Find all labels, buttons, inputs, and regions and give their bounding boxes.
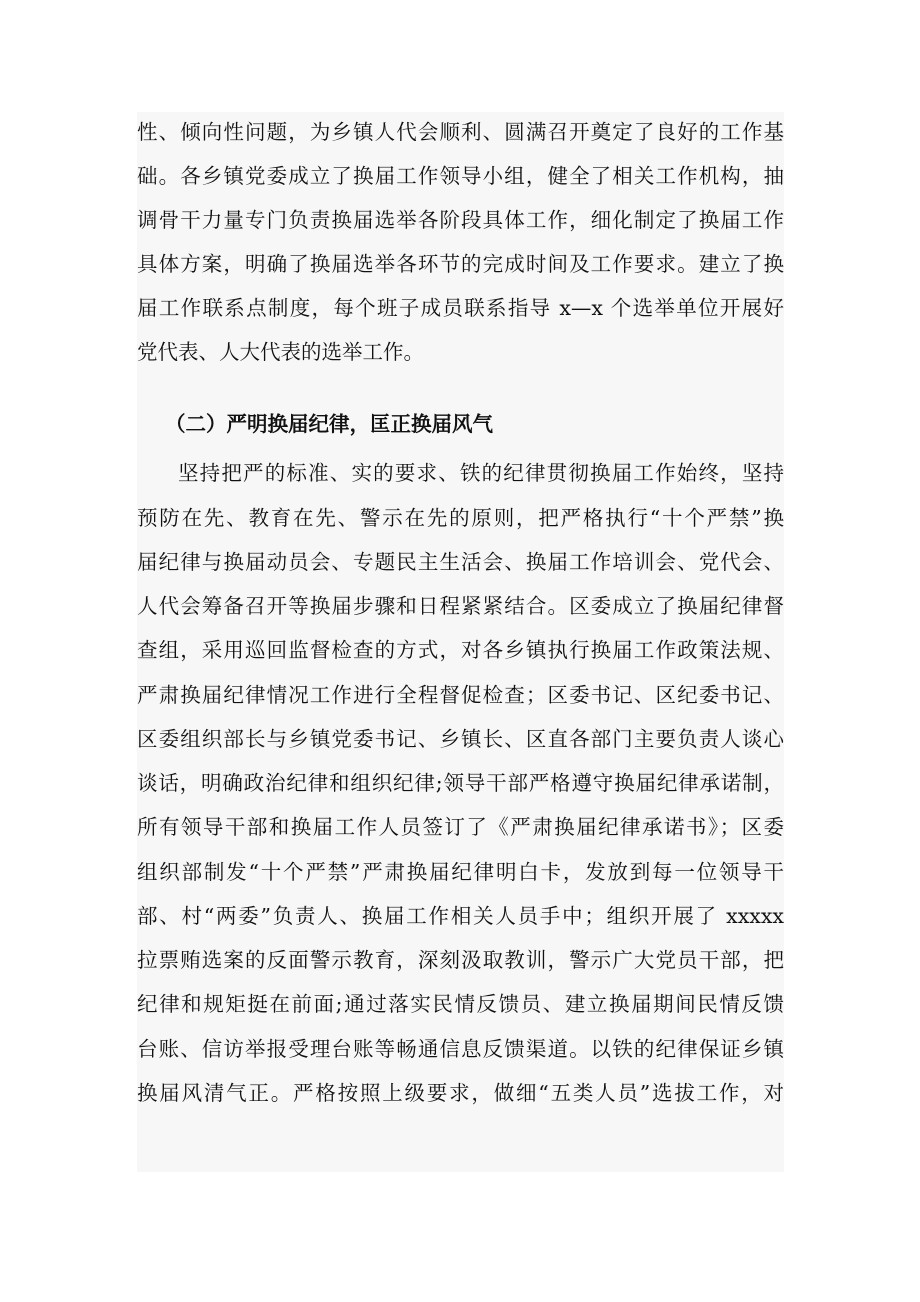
paragraph-line: 组织部制发“十个严禁”严肃换届纪律明白卡，发放到每一位领导干 xyxy=(137,860,784,884)
paragraph-line: 换届风清气正。严格按照上级要求，做细“五类人员”选拔工作，对 xyxy=(137,1081,784,1105)
paragraph-line: 坚持把严的标准、实的要求、铁的纪律贯彻换届工作始终，坚持 xyxy=(178,461,784,485)
paragraph-line: 人代会筹备召开等换届步骤和日程紧紧结合。区委成立了换届纪律督 xyxy=(137,594,784,618)
paragraph-line: 所有领导干部和换届工作人员签订了《严肃换届纪律承诺书》；区委 xyxy=(137,815,784,839)
paragraph-line: 础。各乡镇党委成立了换届工作领导小组，健全了相关工作机构，抽 xyxy=(137,164,784,188)
paragraph-line: 查组，采用巡回监督检查的方式，对各乡镇执行换届工作政策法规、 xyxy=(137,638,784,662)
paragraph-line: 区委组织部长与乡镇党委书记、乡镇长、区直各部门主要负责人谈心 xyxy=(137,727,784,751)
paragraph-line: 台账、信访举报受理台账等畅通信息反馈渠道。以铁的纪律保证乡镇 xyxy=(137,1037,784,1061)
text-block xyxy=(137,112,784,1172)
paragraph-line: 预防在先、教育在先、警示在先的原则，把严格执行“十个严禁”换 xyxy=(137,506,784,530)
paragraph-line: 届纪律与换届动员会、专题民主生活会、换届工作培训会、党代会、 xyxy=(137,550,784,574)
paragraph-line: 届工作联系点制度，每个班子成员联系指导 x—x 个选举单位开展好 xyxy=(137,296,784,320)
paragraph-line: 党代表、人大代表的选举工作。 xyxy=(137,340,424,364)
paragraph-line: 严肃换届纪律情况工作进行全程督促检查；区委书记、区纪委书记、 xyxy=(137,683,784,707)
paragraph-line: 具体方案，明确了换届选举各环节的完成时间及工作要求。建立了换 xyxy=(137,252,784,276)
paragraph-line: 性、倾向性问题，为乡镇人代会顺利、圆满召开奠定了良好的工作基 xyxy=(137,120,784,144)
paragraph-line: 谈话，明确政治纪律和组织纪律;领导干部严格遵守换届纪律承诺制， xyxy=(137,771,784,795)
paragraph-line: 拉票贿选案的反面警示教育，深刻汲取教训，警示广大党员干部，把 xyxy=(137,948,784,972)
section-heading: （二）严明换届纪律，匡正换届风气 xyxy=(165,412,493,436)
paragraph-line: 调骨干力量专门负责换届选举各阶段具体工作，细化制定了换届工作 xyxy=(137,208,784,232)
paragraph-line: 纪律和规矩挺在前面;通过落实民情反馈员、建立换届期间民情反馈 xyxy=(137,992,784,1016)
paragraph-line: 部、村“两委”负责人、换届工作相关人员手中；组织开展了 xxxxx xyxy=(137,904,784,928)
